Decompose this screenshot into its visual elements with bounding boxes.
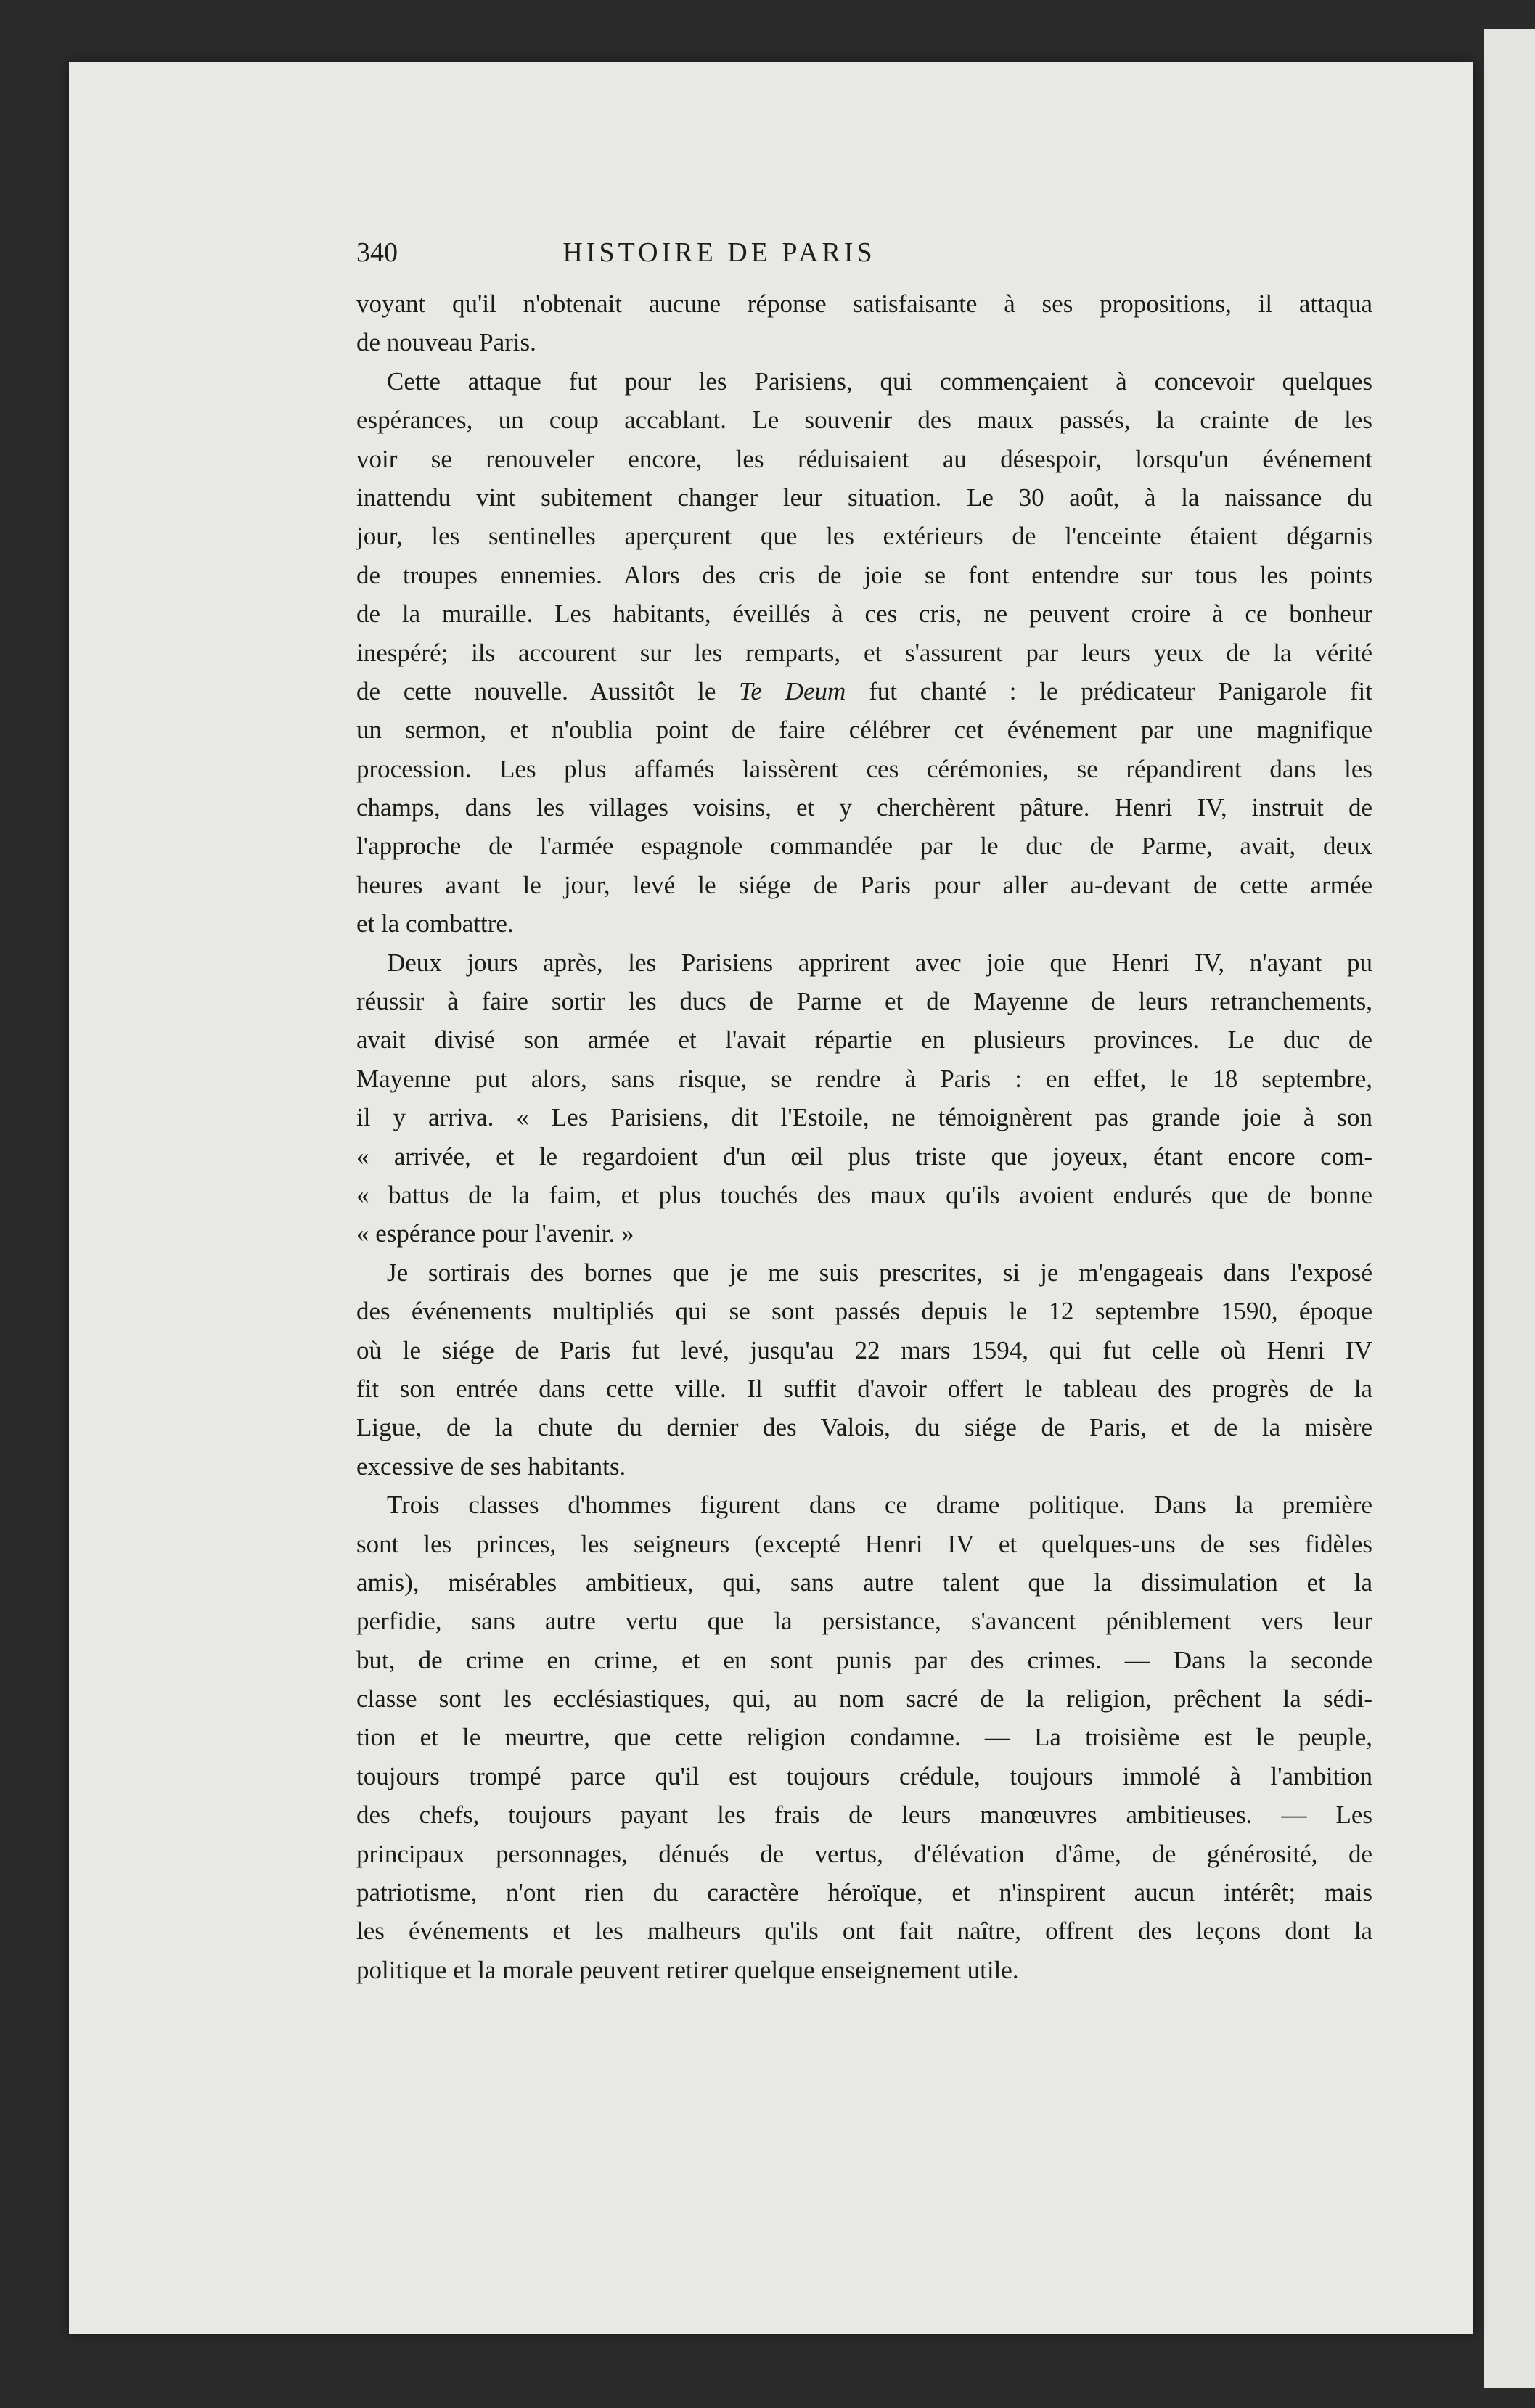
- text-line: Ligue, de la chute du dernier des Valois, du siége de Paris, et de la misère: [356, 1413, 1372, 1442]
- text-line: Cette attaque fut pour les Parisiens, qui commençaient à concevoir quelques: [387, 366, 1372, 396]
- text-line: toujours trompé parce qu'il est toujours crédule, toujours immolé à l'ambition: [356, 1761, 1372, 1790]
- italic-text: Te Deum: [739, 676, 846, 705]
- text-line: Mayenne put alors, sans risque, se rendre à Paris : en effet, le 18 septembre,: [356, 1064, 1372, 1093]
- text-line: fit son entrée dans cette ville. Il suffit d'avoir offert le tableau des progrès de la: [356, 1374, 1372, 1403]
- text-line: de la muraille. Les habitants, éveillés à ces cris, ne peuvent croire à ce bonheur: [356, 599, 1372, 628]
- text-line: politique et la morale peuvent retirer quelque enseignement utile.: [356, 1955, 1019, 1984]
- page-header: [356, 237, 1372, 280]
- text-line: de nouveau Paris.: [356, 328, 536, 357]
- text-line: des chefs, toujours payant les frais de leurs manœuvres ambitieuses. — Les: [356, 1801, 1372, 1830]
- text-line: « arrivée, et le regardoient d'un œil plus triste que joyeux, étant encore com-: [356, 1142, 1372, 1171]
- text-line: des événements multipliés qui se sont passés depuis le 12 septembre 1590, époque: [356, 1297, 1372, 1326]
- next-page-edge: [1484, 29, 1535, 2388]
- text-segment: fut chanté : le prédicateur Panigarole fit: [846, 676, 1372, 705]
- text-line: il y arriva. « Les Parisiens, dit l'Estoile, ne témoignèrent pas grande joie à son: [356, 1103, 1372, 1132]
- text-line: Deux jours après, les Parisiens apprirent avec joie que Henri IV, n'ayant pu: [387, 948, 1372, 977]
- text-line: voir se renouveler encore, les réduisaient au désespoir, lorsqu'un événement: [356, 444, 1372, 473]
- text-line: « battus de la faim, et plus touchés des maux qu'ils avoient endurés que de bonne: [356, 1180, 1372, 1209]
- paragraph: [356, 943, 1372, 1253]
- page-number: 340: [356, 237, 398, 268]
- text-line: les événements et les malheurs qu'ils ont fait naître, offrent des leçons dont la: [356, 1917, 1372, 1946]
- paragraph: [356, 362, 1372, 943]
- text-line: avait divisé son armée et l'avait répartie en plusieurs provinces. Le duc de: [356, 1025, 1372, 1054]
- text-line: Je sortirais des bornes que je me suis prescrites, si je m'engageais dans l'exposé: [387, 1258, 1372, 1287]
- text-line: procession. Les plus affamés laissèrent ces cérémonies, se répandirent dans les: [356, 754, 1372, 783]
- text-line: inattendu vint subitement changer leur situation. Le 30 août, à la naissance du: [356, 483, 1372, 512]
- text-line: l'approche de l'armée espagnole commandée par le duc de Parme, avait, deux: [356, 832, 1372, 861]
- text-line: voyant qu'il n'obtenait aucune réponse satisfaisante à ses propositions, il attaqua: [356, 290, 1372, 318]
- text-line: et la combattre.: [356, 909, 514, 938]
- text-line: champs, dans les villages voisins, et y cherchèrent pâture. Henri IV, instruit de: [356, 793, 1372, 822]
- text-line: patriotisme, n'ont rien du caractère héroïque, et n'inspirent aucun intérêt; mais: [356, 1878, 1372, 1907]
- text-line: amis), misérables ambitieux, qui, sans autre talent que la dissimulation et la: [356, 1568, 1372, 1597]
- paragraph: [356, 1486, 1372, 1989]
- text-line: « espérance pour l'avenir. »: [356, 1219, 634, 1248]
- paragraph: [356, 284, 1372, 362]
- text-line: classe sont les ecclésiastiques, qui, au nom sacré de la religion, prêchent la sédi-: [356, 1684, 1372, 1713]
- text-line: but, de crime en crime, et en sont punis par des crimes. — Dans la seconde: [356, 1645, 1372, 1674]
- book-page: [69, 62, 1473, 2334]
- text-line: [356, 672, 1372, 710]
- text-line: inespéré; ils accourent sur les remparts, et s'assurent par leurs yeux de la vérité: [356, 638, 1372, 667]
- text-line: sont les princes, les seigneurs (excepté Henri IV et quelques-uns de ses fidèles: [356, 1529, 1372, 1558]
- body-text: [356, 284, 1372, 1989]
- text-segment: de cette nouvelle. Aussitôt le: [356, 676, 740, 705]
- text-line: réussir à faire sortir les ducs de Parme et de Mayenne de leurs retranchements,: [356, 987, 1372, 1016]
- text-line: tion et le meurtre, que cette religion condamne. — La troisième est le peuple,: [356, 1723, 1372, 1752]
- text-line: jour, les sentinelles aperçurent que les extérieurs de l'enceinte étaient dégarnis: [356, 522, 1372, 551]
- text-line: de troupes ennemies. Alors des cris de joie se font entendre sur tous les points: [356, 560, 1372, 589]
- text-line: un sermon, et n'oublia point de faire célébrer cet événement par une magnifique: [356, 716, 1372, 745]
- text-line: espérances, un coup accablant. Le souvenir des maux passés, la crainte de les: [356, 406, 1372, 435]
- text-line: principaux personnages, dénués de vertus, d'élévation d'âme, de générosité, de: [356, 1839, 1372, 1868]
- text-line: où le siége de Paris fut levé, jusqu'au 22 mars 1594, qui fut celle où Henri IV: [356, 1335, 1372, 1364]
- running-title: HISTOIRE DE PARIS: [562, 237, 876, 268]
- text-line: Trois classes d'hommes figurent dans ce drame politique. Dans la première: [387, 1491, 1372, 1520]
- text-line: excessive de ses habitants.: [356, 1451, 626, 1481]
- text-line: heures avant le jour, levé le siége de Paris pour aller au-devant de cette armée: [356, 870, 1372, 899]
- text-line: perfidie, sans autre vertu que la persistance, s'avancent péniblement vers leur: [356, 1607, 1372, 1636]
- paragraph: [356, 1253, 1372, 1486]
